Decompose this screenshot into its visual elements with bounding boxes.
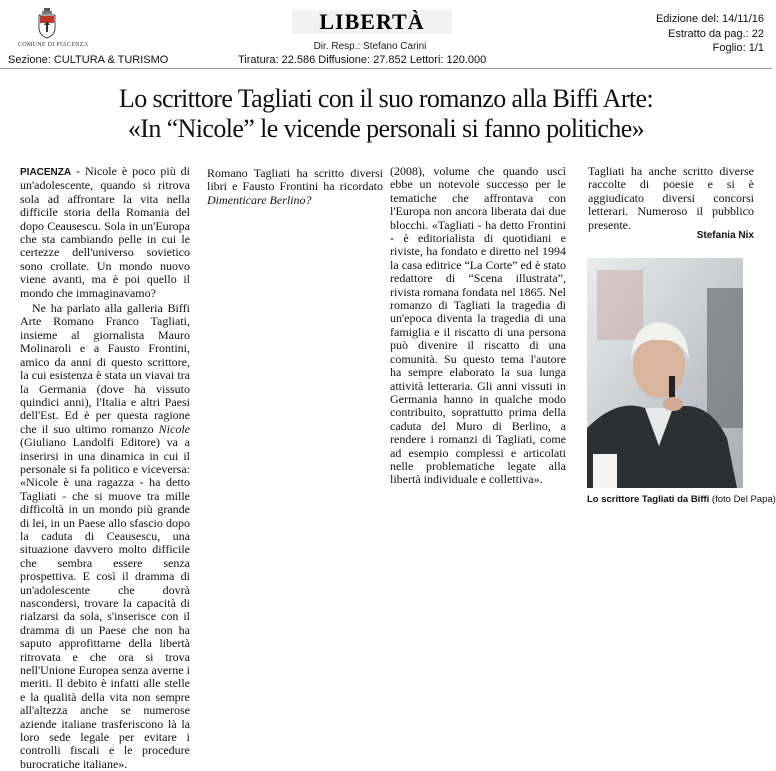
header-divider [0,68,772,69]
extract-page: Estratto da pag.: 22 [667,27,764,40]
clipping-header [0,0,772,70]
section-label: Sezione: CULTURA & TURISMO [8,54,169,66]
article-column-4 [588,165,754,255]
paragraph-text: (Giuliano Landolfi Editore) va a inserirsi in una dinamica in cui il personale si fa politico e viceversa: «Nicole è una ragazza - ha detto Tagliati - che si muove tra mille difficoltà in un mondo più grande di lei, in un Paese allo sfascio dopo la caduta di Ceausescu, una situazione davvero molto difficile che sembra essere senza prospettiva. E così il dramma di un'adolescente che dovrà nascondersi, trovare la capacità di rialzarsi da sola, s'inserisce con il dramma di un Paese che non ha saputo approfittarne della libertà ritrovata e che ora si trova nell'Unione Europea senza averne i meriti. Il debito è infatti alle stelle e la qualità della vita non sempre all'altezza anche se numerose aziende italiane trasferiscono là la loro sede legale per evitare i controlli fiscali e le procedure burocratiche italiane». [20,435,190,771]
dateline: PIACENZA [20,167,72,178]
circulation-label: Tiratura: 22.586 Diffusione: 27.852 Lettori: 120.000 [238,54,487,66]
sheet-count: Foglio: 1/1 [712,42,764,54]
paragraph-text: Romano Tagliati ha scritto diversi libri e Fausto Frontini ha ricordato [207,166,383,194]
article-headline [0,84,772,144]
book-title: Dimenticare Berlino? [207,192,312,207]
author-byline: Stefania Nix [696,230,754,241]
column-3-flow [390,165,566,487]
article-paragraph [20,165,190,300]
edition-meta [656,12,764,56]
masthead-title: LIBERTÀ [319,9,425,34]
headline-line-1: Lo scrittore Tagliati con il suo romanzo alla Biffi Arte: [118,84,654,113]
book-title: Nicole [158,421,190,436]
caption-text: Lo scrittore Tagliati da Biffi [587,494,710,505]
paragraph-text: - Nicole è poco più di un'adolescente, quando si ritrova sola ad affrontare la vita nella difficile storia della Romania del dopo Ceausescu. Sola in un'Europa che sta cambiando pelle in cui le certezze dell'universo sovietico sono crollate. Un mondo nuovo viene avanti, ma è poi quello il mondo che immaginavamo? [20,164,190,300]
article-column-3 [390,165,566,525]
column-2-flow [207,167,383,207]
article-paragraph [588,165,754,232]
edition-date: Edizione del: 14/11/16 [655,13,764,25]
comune-label: COMUNE DI PIACENZA [18,42,89,48]
paragraph-text: Tagliati ha anche scritto diverse raccolte di poesie e si è aggiudicato diversi concorsi letterari. Numeroso il pubblico presente. [588,164,754,232]
paragraph-text: (2008), volume che quando uscì ebbe un notevole successo per le tematiche che affrontava con l'Europa non ancora liberata dai due blocchi. «Tagliati - ha detto Frontini - è editorialista di quotidiani e riviste, ha fondato e diretto nel 1994 la casa editrice “La Corte” ed è stato redattore di “Scena illustrata”, rivista romana fondata nel 1865. Nel romanzo di Tagliati la tragedia di un'epoca diventa la tragedia di una famiglia e il riscatto di una persona può divenire il riscatto di una comunità. Su questo tema l'autore ha sempre elaborato la sua lunga attività letteraria. Gli anni vissuti in Germania hanno in qualche modo contribuito, soprattutto prima della caduta del Muro di Berlino, a rendere i romanzi di Tagliati, come ad esempio complessi e articolati nelle problematiche legate alla libertà individuale e collettiva». [390,164,566,487]
article-paragraph [20,302,190,771]
headline-line-2: «In “Nicole” le vicende personali si fanno politiche» [127,114,645,143]
article-photo [587,258,743,488]
speaker-photo-image [587,258,743,488]
caption-credit: (foto Del Papa) [709,494,776,505]
article-paragraph [390,165,566,487]
article-paragraph [207,167,383,207]
city-crest-icon [38,8,56,38]
photo-caption [587,494,776,505]
article-column-2 [207,165,383,525]
director-label: Dir. Resp.: Stefano Carini [313,41,427,52]
article-column-1 [20,164,190,771]
paragraph-text: Ne ha parlato alla galleria Biffi Arte Romano Franco Tagliati, insieme al giornalista Mauro Molinaroli e a Fausto Frontini, amico da anni di questo scrittore, la cui esistenza è stata un viavai tra la Germania (dove ha vissuto quindici anni), l'Italia e altri Paesi dell'Est. Ed è per questa ragione che il suo ultimo romanzo [20,301,190,436]
newspaper-masthead [292,10,452,34]
